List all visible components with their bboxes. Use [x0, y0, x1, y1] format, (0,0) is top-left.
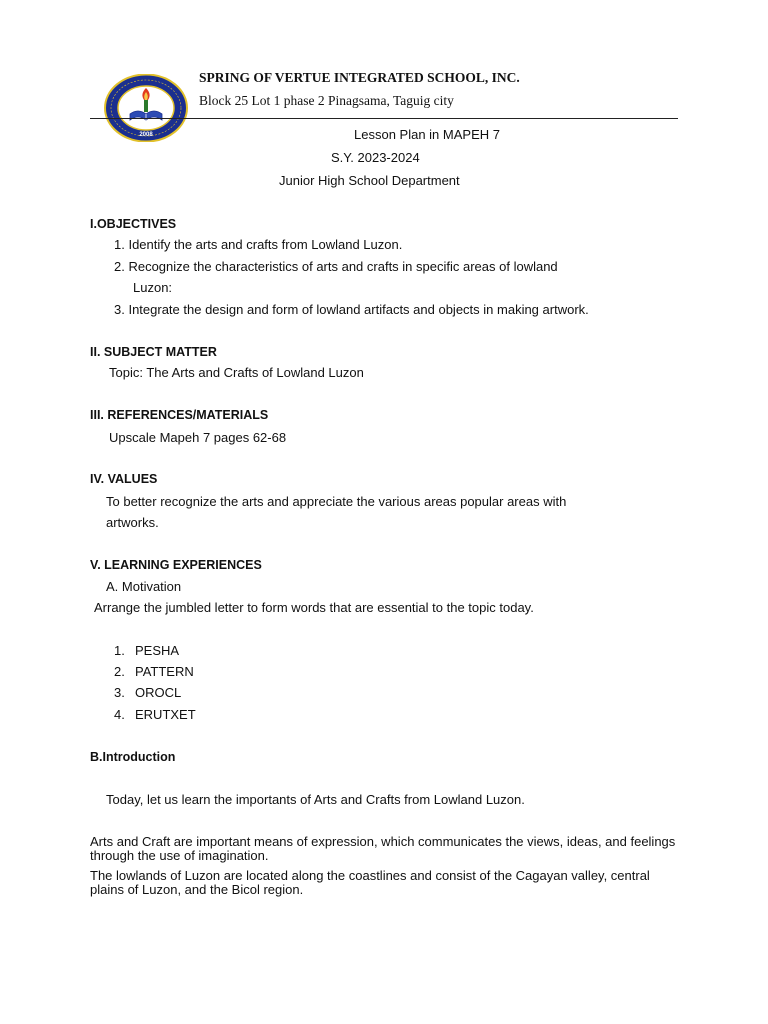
values-text-line: artworks.: [106, 515, 159, 530]
jumbled-word: OROCL: [135, 685, 182, 700]
jumbled-word: ERUTXET: [135, 707, 196, 722]
logo-year: 2008: [139, 132, 153, 138]
motivation-label: A. Motivation: [106, 579, 182, 594]
jumbled-word: PATTERN: [135, 664, 194, 679]
lesson-title: Lesson Plan in MAPEH 7: [354, 127, 500, 142]
references-heading: III. REFERENCES/MATERIALS: [90, 408, 269, 422]
objective-item: 3. Integrate the design and form of lowland artifacts and objects in making artwork.: [114, 302, 589, 317]
subject-topic: Topic: The Arts and Crafts of Lowland Luzon: [109, 365, 364, 380]
list-number: 3.: [114, 685, 125, 700]
school-seal-icon: [104, 74, 188, 142]
list-number: 1.: [114, 643, 125, 658]
objective-item: Luzon:: [133, 280, 173, 295]
references-text: Upscale Mapeh 7 pages 62-68: [109, 430, 287, 445]
motivation-instruction: Arrange the jumbled letter to form words that are essential to the topic today.: [94, 600, 534, 615]
values-text-line: To better recognize the arts and appreciate the various areas popular areas with: [106, 494, 567, 509]
school-year: S.Y. 2023-2024: [331, 150, 420, 165]
learning-heading: V. LEARNING EXPERIENCES: [90, 558, 262, 572]
subject-matter-heading: II. SUBJECT MATTER: [90, 345, 217, 359]
introduction-heading: B.Introduction: [90, 750, 176, 764]
school-name: SPRING OF VERTUE INTEGRATED SCHOOL, INC.: [199, 70, 520, 85]
list-number: 2.: [114, 664, 125, 679]
introduction-lead: Today, let us learn the importants of Arts and Crafts from Lowland Luzon.: [106, 792, 525, 807]
objective-item: 1. Identify the arts and crafts from Lowland Luzon.: [114, 237, 403, 252]
department: Junior High School Department: [279, 173, 460, 188]
values-heading: IV. VALUES: [90, 472, 158, 486]
introduction-paragraph: Arts and Craft are important means of expression, which communicates the views, ideas, and feelings through the use of imagination.: [90, 834, 676, 863]
introduction-paragraph: The lowlands of Luzon are located along the coastlines and consist of the Cagayan valley, central plains of Luzon, and the Bicol region.: [90, 868, 650, 897]
school-address: Block 25 Lot 1 phase 2 Pinagsama, Taguig city: [199, 93, 454, 108]
objectives-heading: I.OBJECTIVES: [90, 217, 177, 231]
objective-item: 2. Recognize the characteristics of arts and crafts in specific areas of lowland: [114, 259, 558, 274]
list-number: 4.: [114, 707, 125, 722]
jumbled-word: PESHA: [135, 643, 180, 658]
header-divider: [90, 118, 678, 119]
